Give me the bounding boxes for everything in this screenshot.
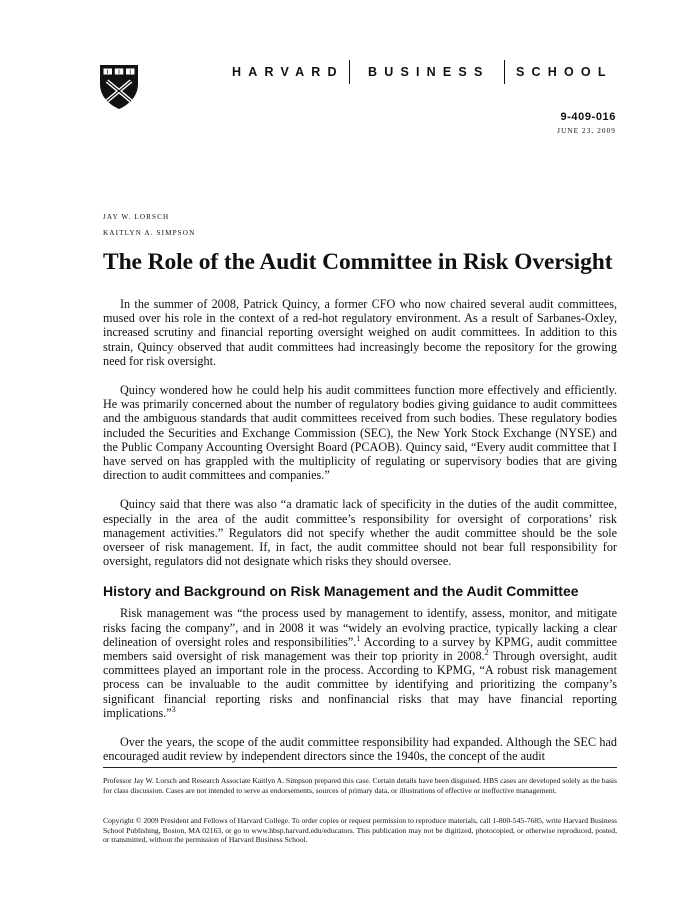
harvard-business-school-masthead: [232, 60, 618, 84]
masthead-divider: [349, 60, 350, 84]
footer-note: Professor Jay W. Lorsch and Research Associate Kaitlyn A. Simpson prepared this case. Certain details have been disguised. HBS cases are developed solely as the basis for class discussion. Cases are not intended to serve as endorsements, sources of primary data, or illustrations of effective or ineffective management.: [103, 776, 617, 795]
masthead-business: BUSINESS: [368, 65, 490, 79]
masthead-school: SCHOOL: [516, 65, 613, 79]
footnote-marker: 1: [356, 633, 361, 643]
body-paragraph: Over the years, the scope of the audit committee responsibility had expanded. Although the SEC had encouraged audit review by independent directors since the 1940s, the concept of the audit: [103, 735, 617, 764]
body-paragraph: [103, 606, 617, 720]
body-paragraph: Quincy wondered how he could help his audit committees function more effectively and efficiently. He was primarily concerned about the number of regulatory bodies giving guidance to audit committees and the ambiguous standards that audit committees received from such bodies. These regulatory bodies included the Securities and Exchange Commission (SEC), the New York Stock Exchange (NYSE) and the Public Company Accounting Oversight Board (PCAOB). Quincy said, “Every audit committee that I have served on has grappled with the multiplicity of regulating or supervisory bodies that are giving direction to audit committees and companies.”: [103, 383, 617, 483]
section-heading: History and Background on Risk Management and the Audit Committee: [103, 583, 579, 600]
case-date: JUNE 23, 2009: [557, 127, 616, 135]
author-name: KAITLYN A. SIMPSON: [103, 229, 196, 237]
paragraph-text: Risk management was “the process used by management to identify, assess, monitor, and mitigate risks facing the company”, and in 2008 it was “widely an evolving practice, typically lacking a clear delineation of oversight roles and responsibilities”.: [103, 606, 617, 649]
masthead-divider: [504, 60, 505, 84]
history-section: [103, 583, 617, 763]
footer-divider: [103, 767, 617, 768]
footer-copyright: Copyright © 2009 President and Fellows of Harvard College. To order copies or request permission to reproduce materials, call 1-800-545-7685, write Harvard Business School Publishing, Boston, MA 02163, or go to www.hbsp.harvard.edu/educators. This publication may not be digitized, photocopied, or otherwise reproduced, posted, or transmitted, without the permission of Harvard Business School.: [103, 816, 617, 845]
body-paragraph: Quincy said that there was also “a dramatic lack of specificity in the duties of the audit committee, especially in the area of the audit committee’s responsibility for oversight of corporations’ risk management activities.” Regulators did not specify whether the audit committee should be the sole overseer of risk management. If, in fact, the audit committee should not bear full responsibility for oversight, regulators did not designate which risks they should oversee.: [103, 497, 617, 569]
case-title: The Role of the Audit Committee in Risk Oversight: [103, 249, 613, 275]
paragraph-text: Through oversight, audit committees played an important role in the process. According to KPMG, “A robust risk management process can be invaluable to the audit committee by identifying and prioritizing the company’s significant financial reporting risks and nonfinancial risks that may have financial reporting implications.”: [103, 649, 618, 720]
case-body: [103, 297, 617, 778]
footnote-marker: 3: [171, 704, 176, 714]
paragraph-text: According to a survey by KPMG, audit committee members said oversight of risk management was their top priority in 2008.: [103, 634, 617, 664]
body-paragraph: In the summer of 2008, Patrick Quincy, a former CFO who now chaired several audit committees, mused over his role in the context of a red-hot regulatory environment. As a result of Sarbanes-Oxley, increased scrutiny and financial reporting oversight weighed on audit committees. In addition to this strain, Quincy observed that audit committees had increasingly become the repository for the growing need for risk oversight.: [103, 297, 617, 368]
author-name: JAY W. LORSCH: [103, 213, 170, 221]
masthead-harvard: HARVARD: [232, 65, 344, 79]
footnote-marker: 2: [484, 648, 489, 657]
case-number: 9-409-016: [560, 111, 616, 123]
harvard-shield-icon: [99, 64, 139, 110]
